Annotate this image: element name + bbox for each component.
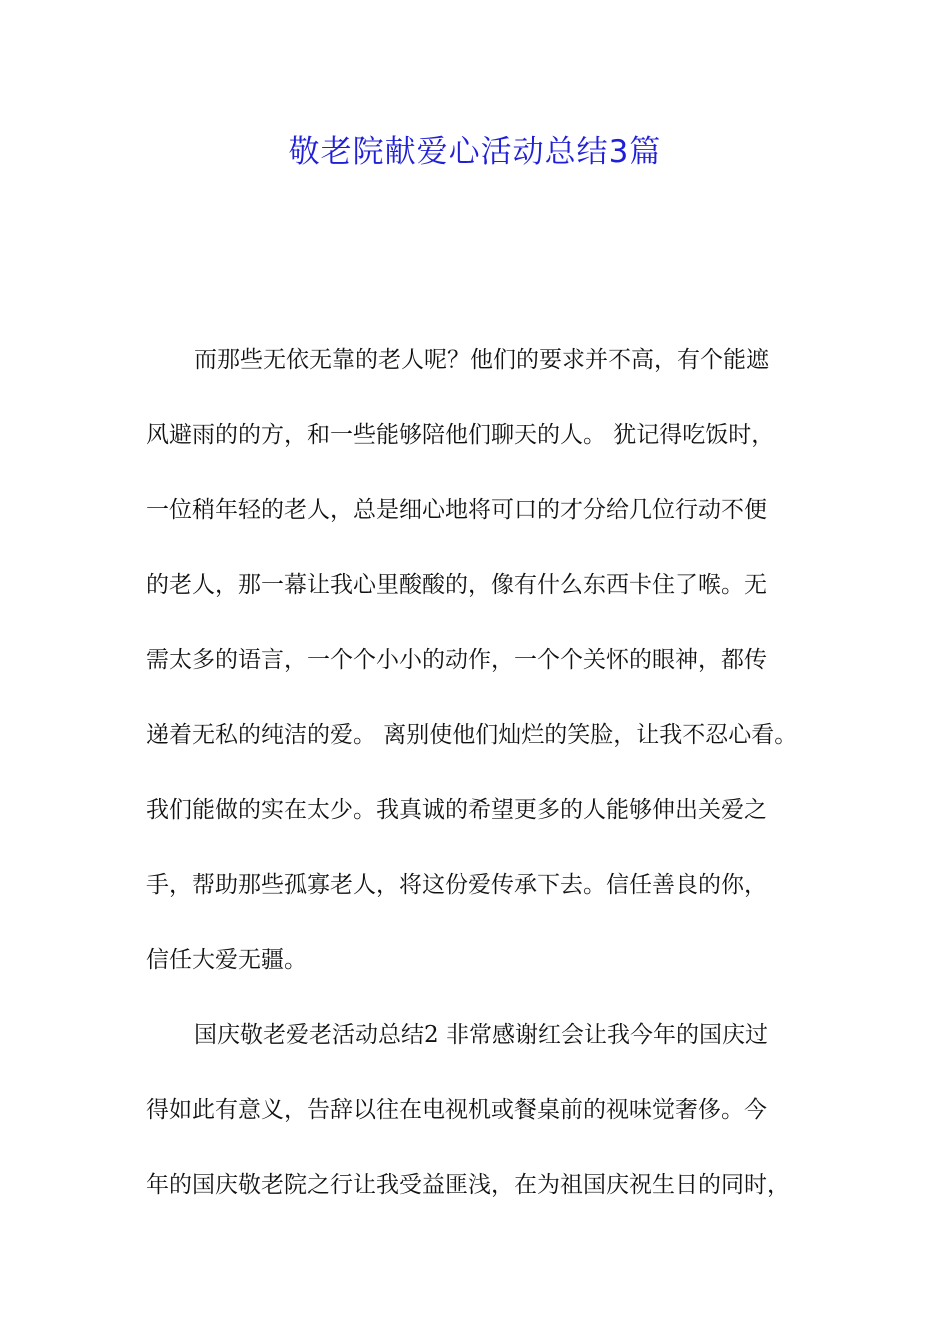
- paragraph-line: 得如此有意义，告辞以往在电视机或餐桌前的视味觉奢侈。今: [146, 1097, 767, 1123]
- paragraph-line: 的老人，那一幕让我心里酸酸的，像有什么东西卡住了喉。无: [146, 572, 767, 598]
- document-title: 敬老院献爱心活动总结3篇: [288, 134, 662, 170]
- paragraph-line: 国庆敬老爱老活动总结2 非常感谢红会让我今年的国庆过: [194, 1022, 768, 1048]
- paragraph-line: 手，帮助那些孤寡老人，将这份爱传承下去。信任善良的你，: [146, 872, 767, 898]
- paragraph-line: 我们能做的实在太少。我真诚的希望更多的人能够伸出关爱之: [146, 797, 767, 823]
- paragraph-line: 信任大爱无疆。: [146, 947, 307, 973]
- paragraph-line: 风避雨的的方，和一些能够陪他们聊天的人。 犹记得吃饭时，: [146, 422, 775, 448]
- paragraph-line: 一位稍年轻的老人，总是细心地将可口的才分给几位行动不便: [146, 497, 767, 523]
- paragraph-line: 而那些无依无靠的老人呢？他们的要求并不高，有个能遮: [194, 347, 769, 373]
- paragraph-line: 递着无私的纯洁的爱。 离别使他们灿烂的笑脸，让我不忍心看。: [146, 722, 798, 748]
- paragraph-line: 需太多的语言，一个个小小的动作，一个个关怀的眼神，都传: [146, 647, 767, 673]
- paragraph-line: 年的国庆敬老院之行让我受益匪浅，在为祖国庆祝生日的同时，: [146, 1172, 790, 1198]
